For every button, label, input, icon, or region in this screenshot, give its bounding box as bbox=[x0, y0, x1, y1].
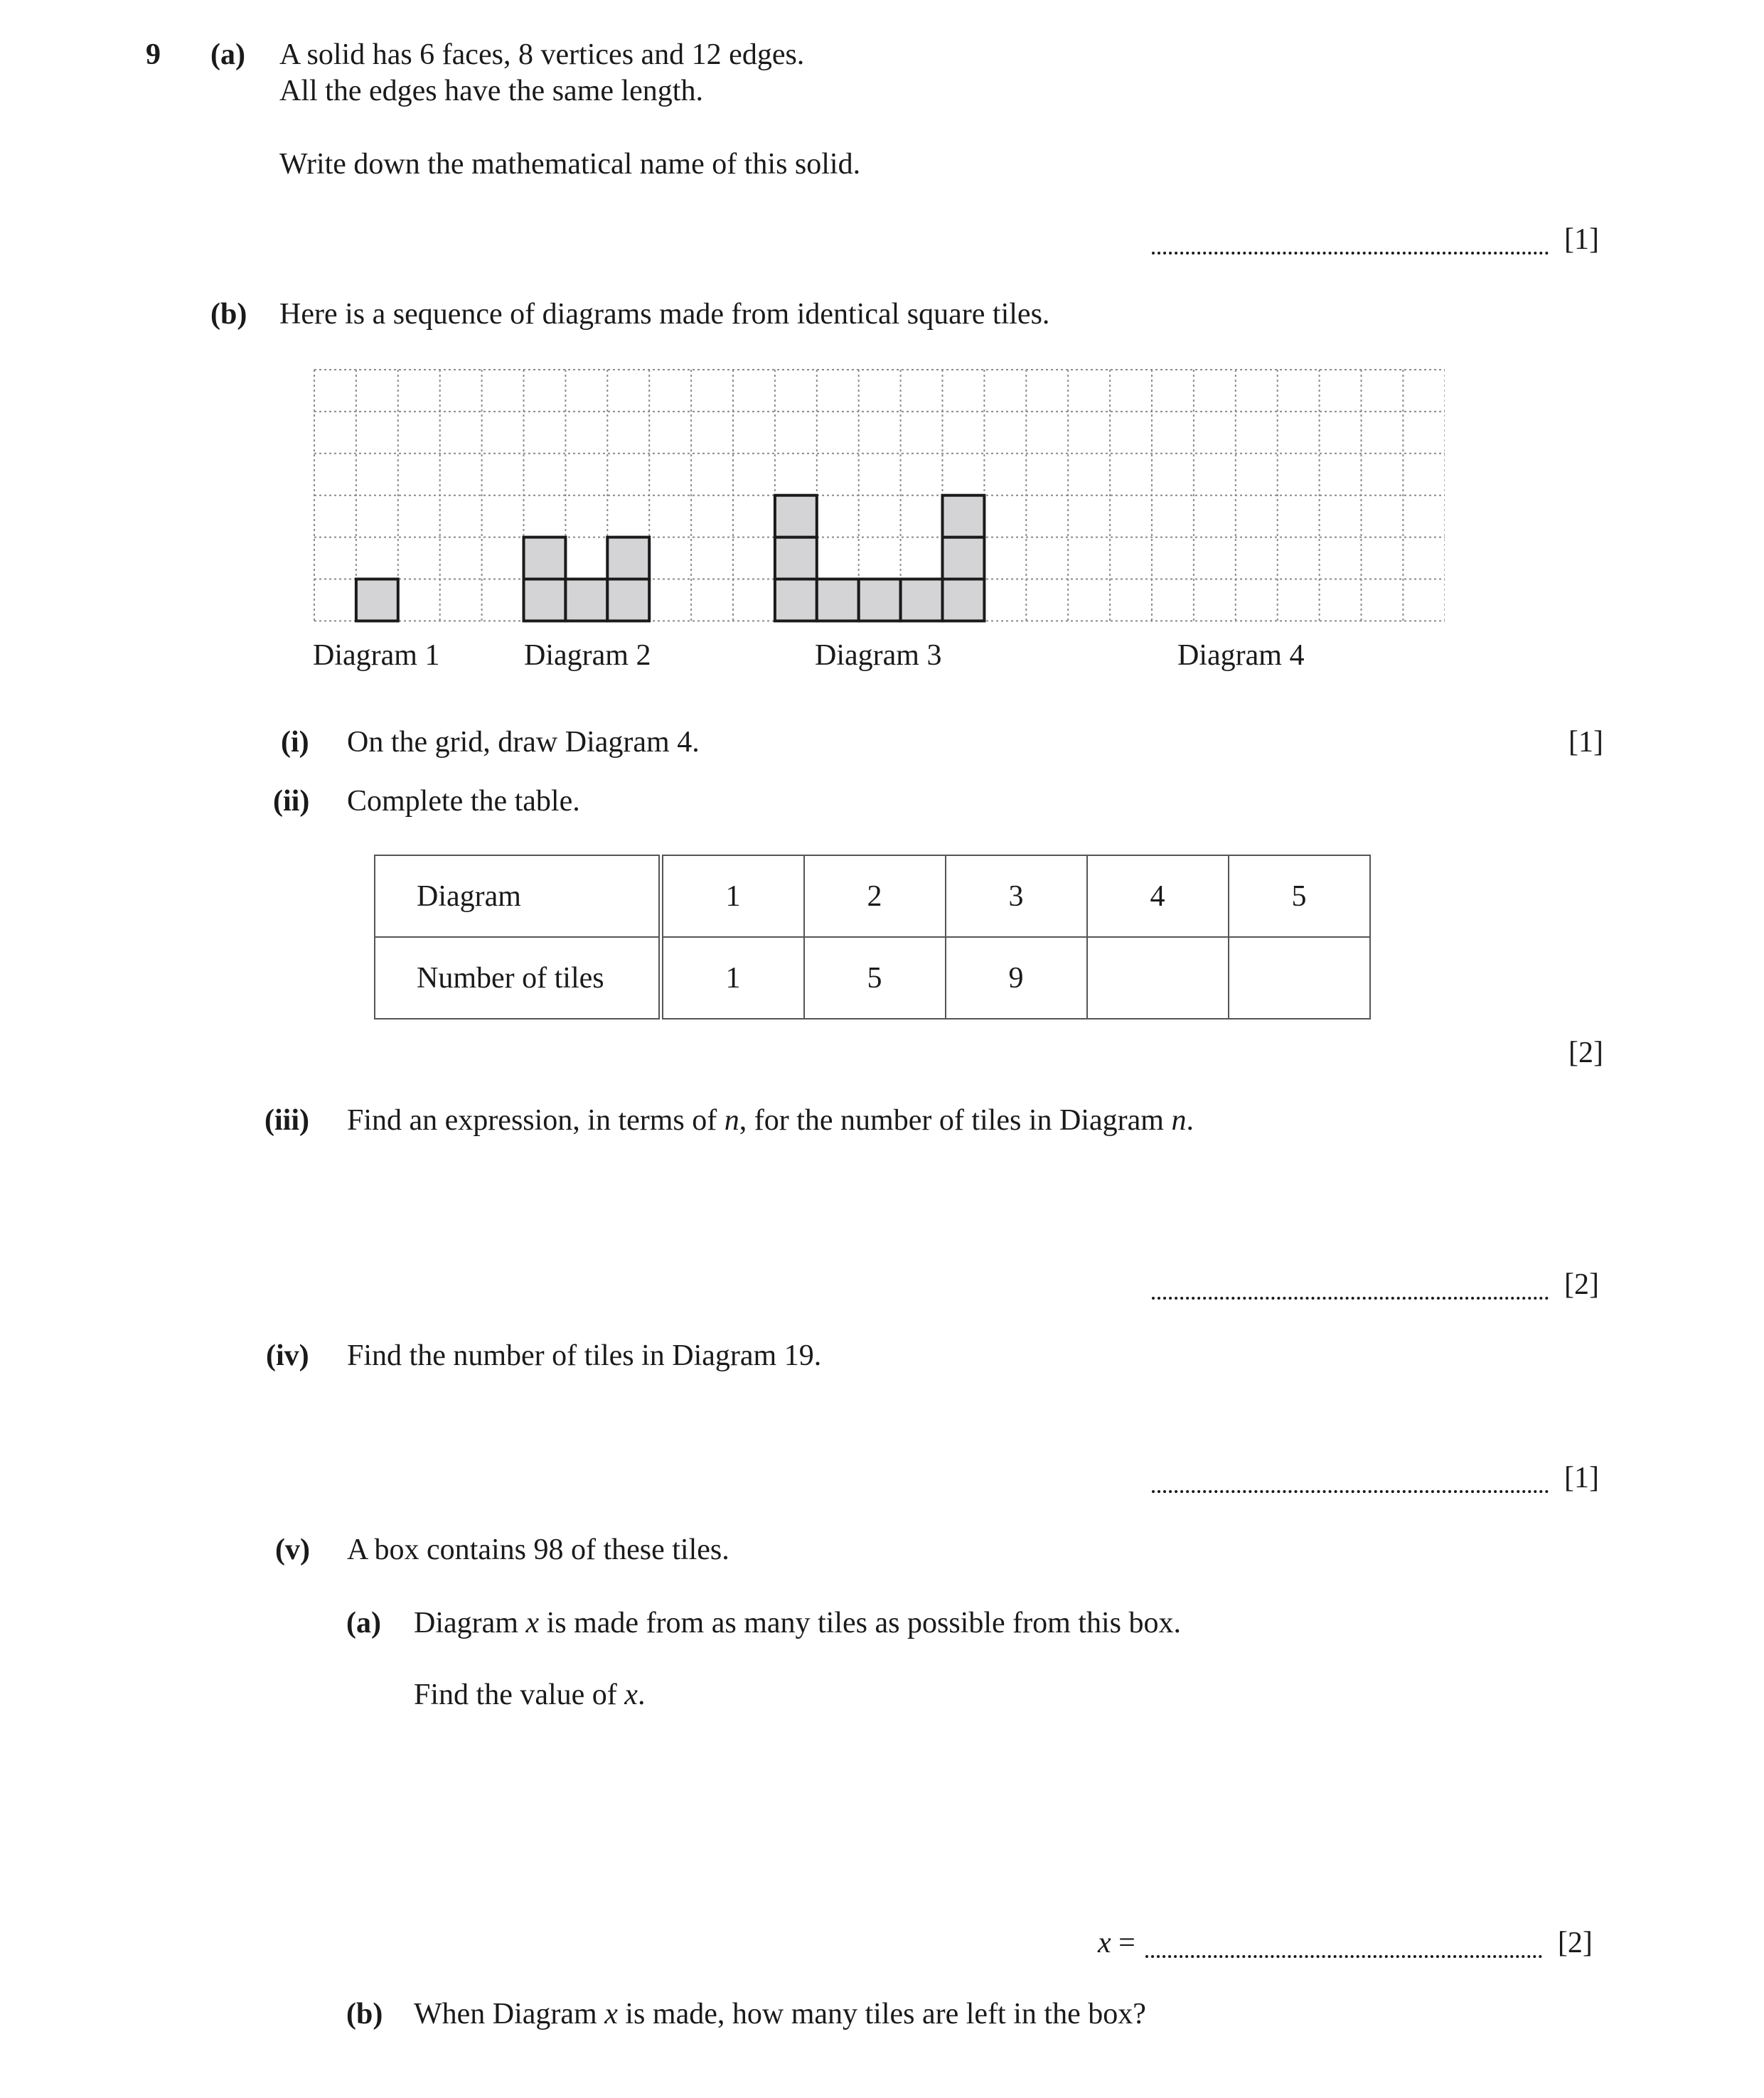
sub-ii-label: (ii) bbox=[273, 785, 310, 818]
sub-iv-text: Find the number of tiles in Diagram 19. bbox=[347, 1339, 822, 1372]
square-tile bbox=[775, 579, 817, 621]
sub-i-text: On the grid, draw Diagram 4. bbox=[347, 726, 700, 759]
text-fragment: Find the value of bbox=[414, 1679, 625, 1711]
variable-x: x bbox=[604, 1998, 618, 2030]
square-tile bbox=[607, 537, 649, 579]
table-answer-cell[interactable] bbox=[1229, 937, 1370, 1019]
sub-iii-text bbox=[347, 1106, 1194, 1135]
variable-x: x bbox=[624, 1679, 638, 1711]
table-header-number-of-tiles: Number of tiles bbox=[375, 937, 661, 1019]
variable-x: x bbox=[1098, 1927, 1111, 1959]
square-tile bbox=[607, 579, 649, 621]
sub-ii-text: Complete the table. bbox=[347, 785, 580, 818]
square-tile bbox=[565, 579, 607, 621]
sub-v-label: (v) bbox=[275, 1534, 310, 1566]
sub-i-mark: [1] bbox=[1568, 726, 1603, 759]
square-tile bbox=[775, 496, 817, 537]
sub-v-a-answer-line[interactable] bbox=[1098, 1928, 1593, 1958]
question-number: 9 bbox=[146, 38, 161, 71]
text-fragment: Diagram bbox=[414, 1607, 526, 1639]
answer-dotted-line[interactable] bbox=[1152, 1490, 1549, 1493]
table-cell: 5 bbox=[1229, 855, 1370, 937]
equals-sign: = bbox=[1111, 1927, 1135, 1959]
text-fragment: , for the number of tiles in Diagram bbox=[739, 1104, 1172, 1137]
square-tile bbox=[943, 537, 985, 579]
text-fragment: is made, how many tiles are left in the box? bbox=[617, 1998, 1146, 2030]
diagram-label-4: Diagram 4 bbox=[1177, 639, 1305, 672]
part-a-answer-line[interactable] bbox=[1152, 225, 1599, 255]
part-a-instruction: Write down the mathematical name of this solid. bbox=[279, 148, 861, 181]
part-a-label: (a) bbox=[210, 38, 245, 71]
table-cell: 3 bbox=[946, 855, 1087, 937]
mark-allocation: [2] bbox=[1557, 1927, 1593, 1959]
sub-iii-label: (iii) bbox=[264, 1104, 309, 1137]
square-tile bbox=[775, 537, 817, 579]
sub-v-a-find bbox=[414, 1680, 645, 1710]
table-row bbox=[375, 855, 1370, 937]
part-b-intro: Here is a sequence of diagrams made from identical square tiles. bbox=[279, 298, 1050, 331]
sub-iii-answer-line[interactable] bbox=[1152, 1270, 1599, 1300]
table-cell: 4 bbox=[1087, 855, 1229, 937]
square-tile bbox=[859, 579, 901, 621]
mark-allocation: [1] bbox=[1564, 223, 1599, 256]
table-cell: 9 bbox=[946, 937, 1087, 1019]
square-tile bbox=[524, 579, 566, 621]
sub-iv-answer-line[interactable] bbox=[1152, 1463, 1599, 1493]
part-a-line2: All the edges have the same length. bbox=[279, 75, 703, 107]
sub-i-label: (i) bbox=[281, 726, 309, 759]
diagram-label-2: Diagram 2 bbox=[524, 639, 651, 672]
text-fragment: is made from as many tiles as possible from this box. bbox=[539, 1607, 1181, 1639]
part-a-line1: A solid has 6 faces, 8 vertices and 12 edges. bbox=[279, 38, 805, 71]
tile-grid[interactable] bbox=[313, 368, 1445, 624]
sub-v-a-label: (a) bbox=[346, 1607, 381, 1639]
mark-allocation: [1] bbox=[1564, 1462, 1599, 1494]
table-header-diagram: Diagram bbox=[375, 855, 661, 937]
table-answer-cell[interactable] bbox=[1087, 937, 1229, 1019]
answer-dotted-line[interactable] bbox=[1152, 252, 1549, 255]
table-cell: 1 bbox=[661, 855, 804, 937]
square-tile bbox=[524, 537, 566, 579]
diagram-label-3: Diagram 3 bbox=[815, 639, 942, 672]
sub-v-text: A box contains 98 of these tiles. bbox=[347, 1534, 729, 1566]
answer-dotted-line[interactable] bbox=[1152, 1297, 1549, 1300]
tiles-table bbox=[374, 855, 1371, 1019]
variable-n: n bbox=[1171, 1104, 1187, 1137]
text-fragment: . bbox=[1186, 1104, 1194, 1137]
sub-iv-label: (iv) bbox=[266, 1339, 309, 1372]
table-row bbox=[375, 937, 1370, 1019]
table-cell: 5 bbox=[804, 937, 946, 1019]
variable-x: x bbox=[525, 1607, 540, 1639]
sub-v-b-text bbox=[414, 1999, 1146, 2029]
text-fragment: Find an expression, in terms of bbox=[347, 1104, 725, 1137]
square-tile bbox=[817, 579, 859, 621]
diagram-label-1: Diagram 1 bbox=[313, 639, 440, 672]
sub-v-b-label: (b) bbox=[346, 1998, 383, 2030]
part-b-label: (b) bbox=[210, 298, 247, 331]
mark-allocation: [2] bbox=[1564, 1268, 1599, 1301]
square-tile bbox=[356, 579, 398, 621]
variable-n: n bbox=[724, 1104, 739, 1137]
square-tile bbox=[943, 496, 985, 537]
text-fragment: When Diagram bbox=[414, 1998, 605, 2030]
table-cell: 1 bbox=[661, 937, 804, 1019]
square-tile bbox=[943, 579, 985, 621]
sub-ii-mark: [2] bbox=[1568, 1037, 1603, 1069]
square-tile bbox=[901, 579, 943, 621]
table-cell: 2 bbox=[804, 855, 946, 937]
answer-dotted-line[interactable] bbox=[1145, 1955, 1542, 1958]
text-fragment: . bbox=[637, 1679, 646, 1711]
sub-v-a-text bbox=[414, 1608, 1181, 1638]
answer-prefix bbox=[1098, 1928, 1135, 1958]
